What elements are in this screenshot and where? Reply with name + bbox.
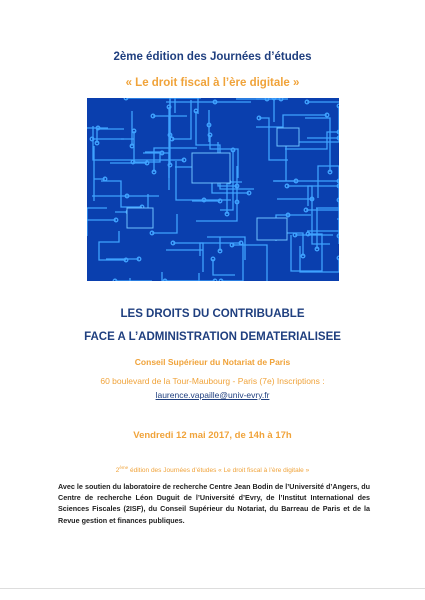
circuit-chip (192, 153, 230, 183)
heading-line-1: LES DROITS DU CONTRIBUABLE (120, 308, 305, 320)
circuit-board-image (87, 98, 339, 281)
event-subtitle: « Le droit fiscal à l’ère digitale » (125, 77, 300, 89)
page-divider (0, 588, 425, 589)
edition-reference (0, 465, 425, 474)
circuit-chip (257, 218, 287, 240)
venue-address: 60 boulevard de la Tour-Maubourg - Paris (7e) Inscriptions : (100, 376, 325, 386)
circuit-chip (127, 208, 153, 228)
registration-email-link[interactable]: laurence.vapaille@univ-evry.fr (155, 390, 270, 400)
venue-name: Conseil Supérieur du Notariat de Paris (134, 357, 291, 367)
edition-title: 2ème édition des Journées d’études (113, 51, 312, 63)
ref-rest: édition des Journées d’études « Le droit fiscal à l’ère digitale » (128, 467, 310, 475)
event-date: Vendredi 12 mai 2017, de 14h à 17h (133, 430, 292, 441)
heading-line-2: FACE A L’ADMINISTRATION DEMATERIALISEE (84, 331, 341, 343)
ref-superscript: ème (119, 465, 129, 470)
ref-prefix: 2 (115, 467, 120, 475)
support-paragraph: Avec le soutien du laboratoire de recherche Centre Jean Bodin de l’Université d’Angers, du Centre de recherche Léon Duguit de l’Université d’Evry, de l’Institut International des Sciences Fiscales (2ISF), du Conseil Supérieur du Notariat, du Barreau de Paris et de la Revue gestion et finances publiques. (58, 482, 370, 525)
circuit-chip (277, 128, 299, 146)
